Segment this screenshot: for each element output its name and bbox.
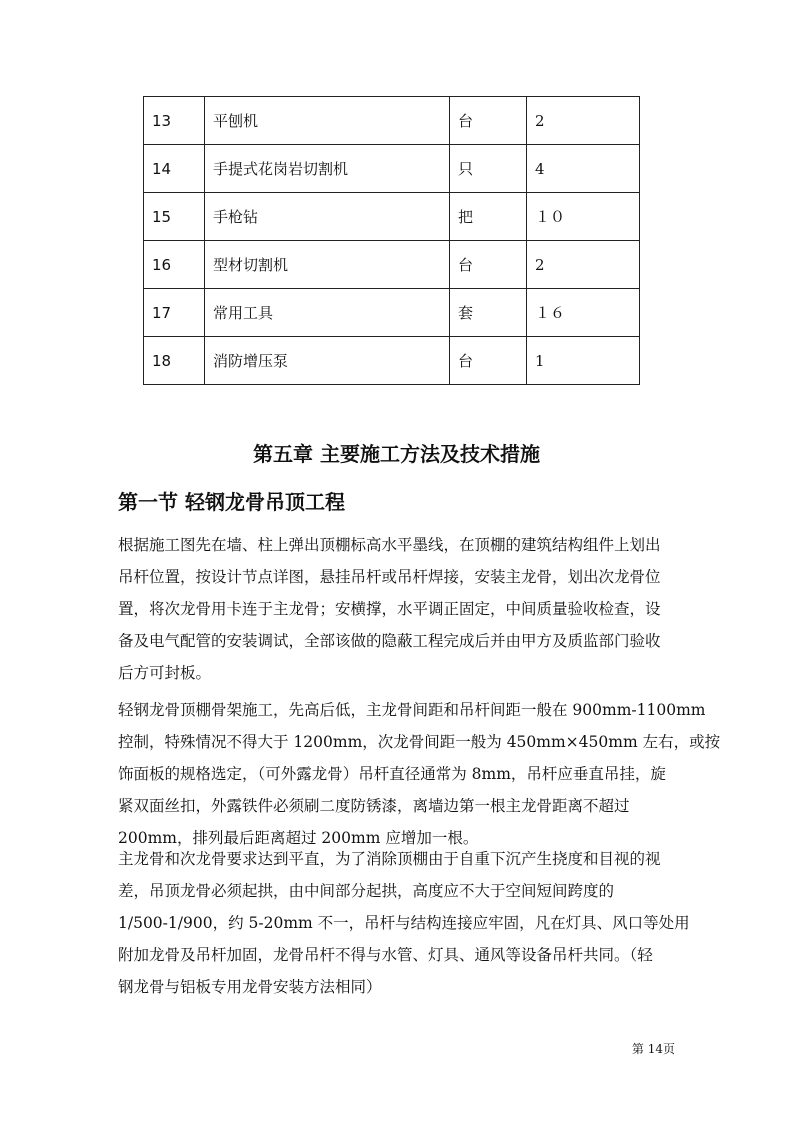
paragraph-line: 吊杆位置，按设计节点详图，悬挂吊杆或吊杆焊接，安装主龙骨，划出次龙骨位 [118, 568, 661, 586]
chapter-title: 第五章 主要施工方法及技术措施 [253, 442, 540, 466]
quantity: 2 [527, 97, 640, 145]
row-number: 18 [144, 337, 205, 385]
table-row [144, 193, 640, 241]
table-row [144, 97, 640, 145]
unit: 台 [450, 97, 527, 145]
item-name: 型材切割机 [205, 241, 450, 289]
item-name: 消防增压泵 [205, 337, 450, 385]
unit: 只 [450, 145, 527, 193]
row-number: 13 [144, 97, 205, 145]
quantity: 4 [527, 145, 640, 193]
unit: 套 [450, 289, 527, 337]
paragraph-line: 1/500-1/900，约 5-20mm 不一，吊杆与结构连接应牢固，凡在灯具、风口等处用 [118, 914, 690, 932]
row-number: 14 [144, 145, 205, 193]
row-number: 17 [144, 289, 205, 337]
paragraph-line: 控制，特殊情况不得大于 1200mm，次龙骨间距一般为 450mm×450mm 左右，或按 [118, 733, 721, 751]
paragraph-2 [118, 694, 720, 854]
paragraph-1 [118, 529, 661, 689]
paragraph-line: 主龙骨和次龙骨要求达到平直，为了消除顶棚由于自重下沉产生挠度和目视的视 [118, 850, 661, 868]
unit: 把 [450, 193, 527, 241]
paragraph-line: 后方可封板。 [118, 664, 212, 682]
quantity: 2 [527, 241, 640, 289]
paragraph-line: 差，吊顶龙骨必须起拱，由中间部分起拱，高度应不大于空间短间跨度的 [118, 882, 615, 900]
table-row [144, 241, 640, 289]
paragraph-line: 紧双面丝扣，外露铁件必须刷二度防锈漆，离墙边第一根主龙骨距离不超过 [118, 797, 630, 815]
item-name: 手提式花岗岩切割机 [205, 145, 450, 193]
paragraph-line: 附加龙骨及吊杆加固，龙骨吊杆不得与水管、灯具、通风等设备吊杆共同。（轻 [118, 946, 653, 964]
quantity: 1 [527, 337, 640, 385]
paragraph-line: 备及电气配管的安装调试，全部该做的隐蔽工程完成后并由甲方及质监部门验收 [118, 632, 661, 650]
paragraph-line: 钢龙骨与铝板专用龙骨安装方法相同） [118, 978, 382, 996]
paragraph-line: 置，将次龙骨用卡连于主龙骨；安横撑，水平调正固定，中间质量验收检查，设 [118, 600, 661, 618]
table-row [144, 289, 640, 337]
section-title: 第一节 轻钢龙骨吊顶工程 [118, 490, 345, 514]
page-number: 第 14页 [631, 1042, 675, 1056]
quantity: １６ [527, 289, 640, 337]
item-name: 平刨机 [205, 97, 450, 145]
row-number: 15 [144, 193, 205, 241]
table-row [144, 337, 640, 385]
quantity: １０ [527, 193, 640, 241]
paragraph-line: 200mm，排列最后距离超过 200mm 应增加一根。 [118, 829, 479, 847]
item-name: 常用工具 [205, 289, 450, 337]
unit: 台 [450, 241, 527, 289]
unit: 台 [450, 337, 527, 385]
paragraph-3 [118, 843, 690, 1003]
paragraph-line: 根据施工图先在墙、柱上弹出顶棚标高水平墨线，在顶棚的建筑结构组件上划出 [118, 536, 661, 554]
item-name: 手枪钻 [205, 193, 450, 241]
paragraph-line: 轻钢龙骨顶棚骨架施工，先高后低，主龙骨间距和吊杆间距一般在 900mm-1100mm [118, 701, 706, 719]
table-row [144, 145, 640, 193]
equipment-table [143, 96, 640, 385]
paragraph-line: 饰面板的规格选定，（可外露龙骨）吊杆直径通常为 8mm，吊杆应垂直吊挂，旋 [118, 765, 666, 783]
row-number: 16 [144, 241, 205, 289]
